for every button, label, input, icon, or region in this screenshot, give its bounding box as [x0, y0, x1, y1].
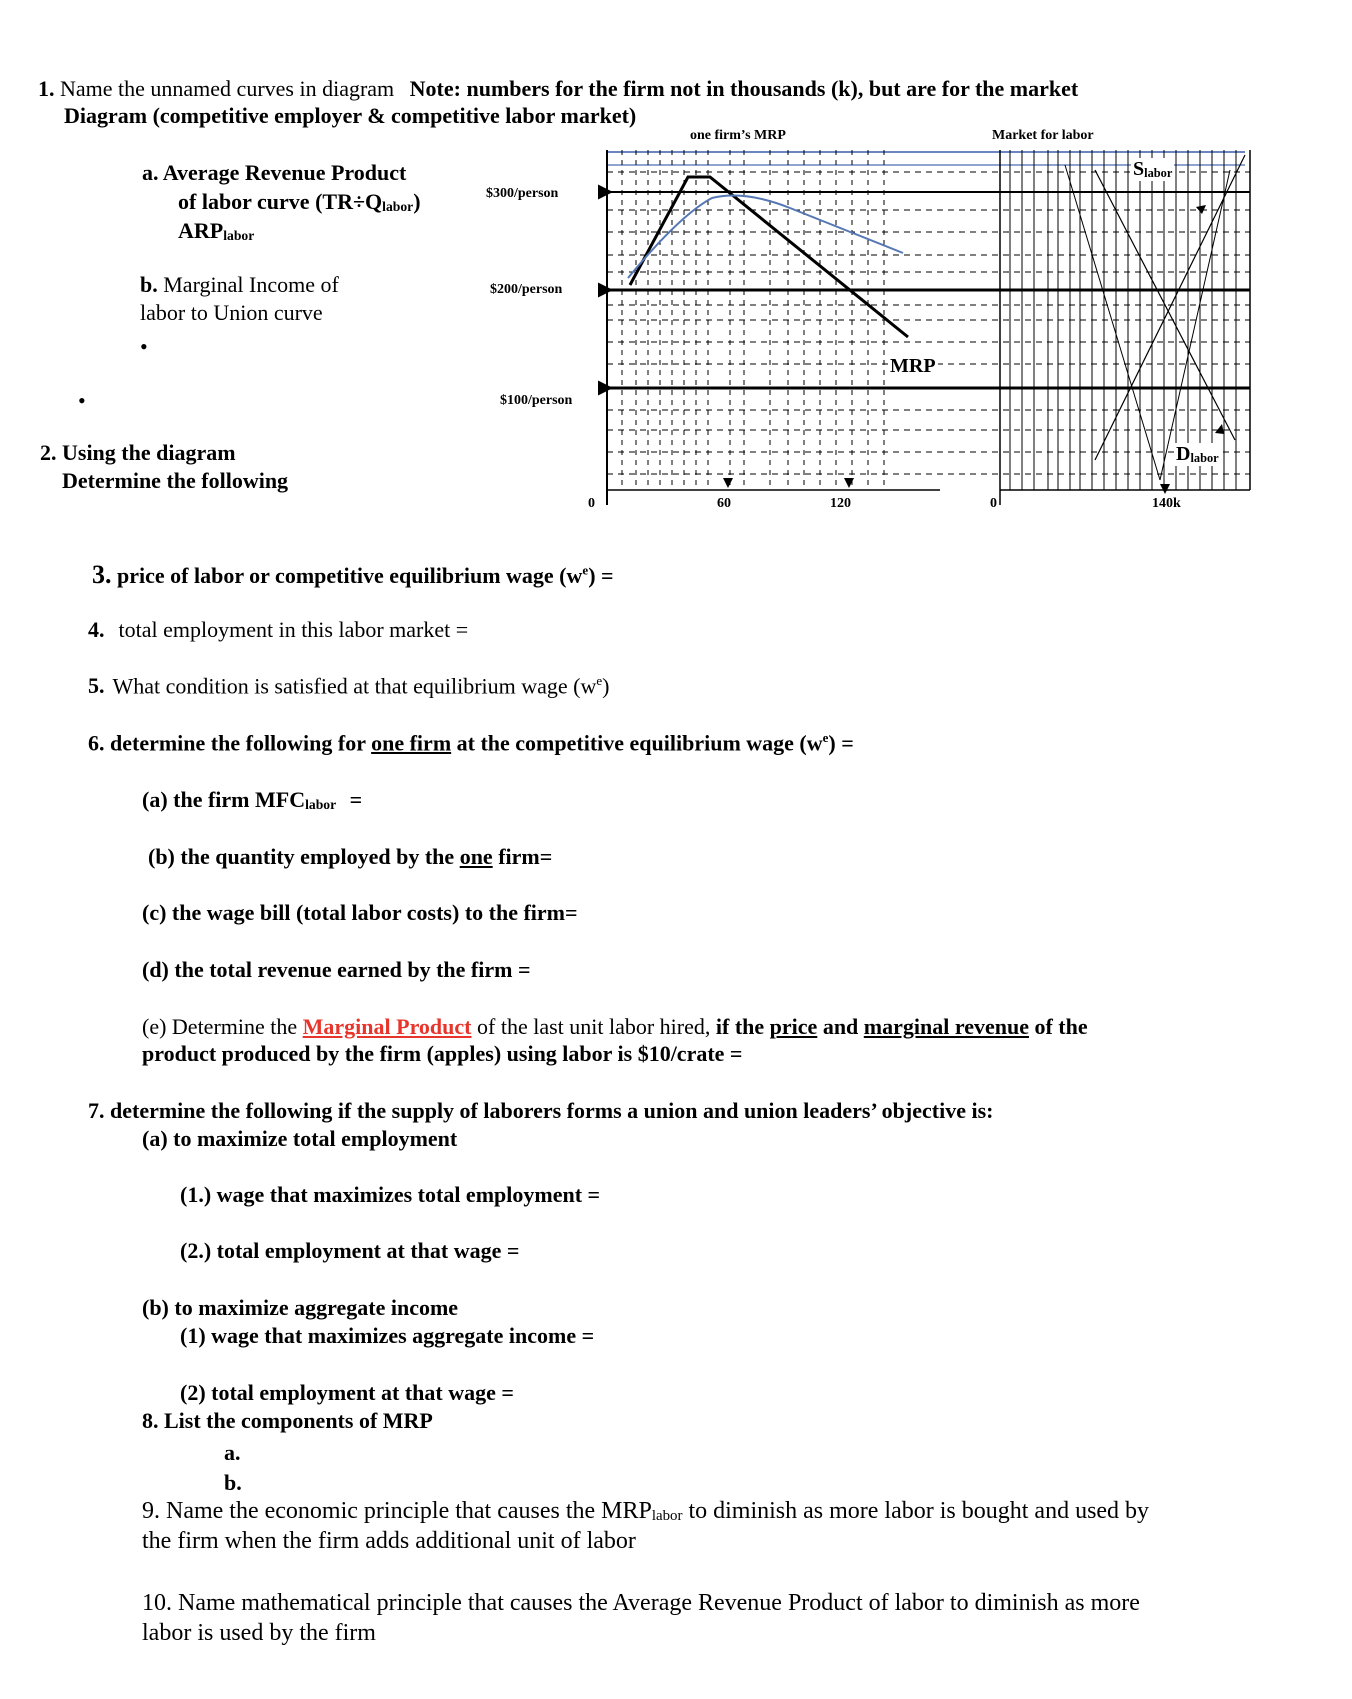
question-6e-text-2: of the last unit labor hired,	[471, 1014, 716, 1039]
question-6-end: ) =	[828, 730, 854, 756]
arp-curve	[628, 196, 903, 278]
firm-chart-title: one firm’s MRP	[690, 128, 786, 143]
market-chart-title: Market for labor	[992, 128, 1094, 143]
grid-horizontal	[607, 172, 1250, 474]
question-6a	[142, 787, 362, 813]
mrp-label: MRP	[890, 355, 936, 377]
question-6e-text: (e) Determine the	[142, 1014, 303, 1039]
market-x-label-0: 0	[990, 496, 997, 511]
supply-letter: S	[1133, 158, 1145, 180]
firm-x-label-0: 0	[588, 496, 595, 511]
question-4	[88, 617, 468, 643]
curve-a-line3-text: ARP	[178, 218, 224, 243]
question-3-text: price of labor or competitive equilibrium wage (w	[111, 563, 583, 588]
question-8-b: b.	[224, 1470, 242, 1495]
question-7-line1: 7. determine the following if the supply of laborers forms a union and union leaders’ objective is:	[88, 1098, 994, 1123]
question-6e-line2: product produced by the firm (apples) using labor is $10/crate =	[142, 1041, 743, 1066]
question-3-number: 3.	[92, 560, 112, 589]
labor-market-diagram	[0, 0, 1352, 540]
question-2-line2: Determine the following	[62, 468, 289, 493]
curve-b-line2: labor to Union curve	[140, 300, 323, 325]
question-6b	[148, 844, 552, 870]
question-6-underlined: one firm	[371, 730, 452, 756]
question-1-number: 1.	[38, 76, 55, 101]
question-1-text: Name the unnamed curves in diagram	[60, 76, 395, 101]
question-6b-end: firm=	[492, 844, 553, 869]
supply-label	[1131, 158, 1174, 181]
question-9-text: 9. Name the economic principle that causes the MRP	[142, 1498, 652, 1524]
marginal-income-curve	[1065, 165, 1160, 480]
diagram-title: Diagram (competitive employer & competitive labor market)	[64, 103, 637, 128]
question-6e-marginal-product: Marginal Product	[302, 1014, 472, 1039]
firm-x-label-120: 120	[830, 496, 851, 511]
bullet-1: •	[140, 334, 148, 359]
question-3-end: ) =	[588, 563, 614, 588]
curve-a-line2-end: )	[413, 189, 421, 214]
demand-letter: D	[1176, 443, 1191, 465]
question-9-line1	[142, 1498, 1149, 1525]
question-6d: (d) the total revenue earned by the firm =	[142, 957, 531, 982]
question-6e-text-5: of the	[1028, 1014, 1088, 1039]
curve-a-line2-sub: labor	[382, 199, 414, 214]
question-5-sup: e	[596, 673, 603, 688]
question-10-line1: 10. Name mathematical principle that causes the Average Revenue Product of labor to diminish as more	[142, 1590, 1140, 1616]
question-4-number: 4.	[88, 617, 105, 642]
question-9-text-2: to diminish as more labor is bought and used by	[682, 1498, 1150, 1524]
question-6e-price: price	[769, 1014, 818, 1039]
question-7b1: (1) wage that maximizes aggregate income =	[180, 1323, 595, 1348]
curve-a-line1: a. Average Revenue Product	[142, 160, 407, 185]
question-3-sup: e	[582, 562, 589, 578]
question-6e-text-4: and	[817, 1014, 864, 1039]
demand-sub: labor	[1190, 451, 1219, 465]
question-5-number: 5.	[88, 673, 105, 699]
quantity-arrows	[723, 478, 1170, 494]
question-4-text: total employment in this labor market =	[118, 617, 469, 642]
question-6-text: 6. determine the following for	[88, 730, 372, 756]
question-3	[92, 560, 614, 590]
bullet-2: •	[78, 388, 86, 413]
question-6e-text-3: if the	[715, 1014, 770, 1039]
curve-b-text: Marginal Income of	[157, 272, 339, 297]
curve-a-line2-text: of labor curve (TR÷Q	[178, 189, 383, 214]
question-7b2: (2) total employment at that wage =	[180, 1380, 514, 1405]
question-7-line2: (a) to maximize total employment	[142, 1126, 458, 1151]
question-6b-underlined: one	[459, 844, 493, 869]
curve-a-line3-sub: labor	[223, 228, 255, 243]
question-6-text-2: at the competitive equilibrium wage (w	[451, 730, 823, 756]
question-9-line2: the firm when the firm adds additional unit of labor	[142, 1528, 636, 1554]
question-6b-text: (b) the quantity employed by the	[148, 844, 460, 869]
question-7b: (b) to maximize aggregate income	[142, 1295, 459, 1320]
question-6c: (c) the wage bill (total labor costs) to the firm=	[142, 900, 578, 925]
question-6e-marginal-revenue: marginal revenue	[863, 1014, 1029, 1039]
question-6-sup: e	[822, 730, 829, 745]
question-6a-text: (a) the firm MFC	[142, 787, 306, 812]
question-2-line1: 2. Using the diagram	[40, 440, 236, 465]
question-6a-sub: labor	[305, 797, 337, 812]
question-5	[88, 673, 610, 699]
question-10-line2: labor is used by the firm	[142, 1620, 376, 1646]
question-9-sub: labor	[651, 1508, 683, 1524]
supply-sub: labor	[1144, 166, 1173, 180]
firm-x-label-60: 60	[717, 496, 731, 511]
question-8-a: a.	[224, 1440, 241, 1465]
supply-curve	[1095, 155, 1245, 460]
demand-arrow	[1215, 424, 1224, 434]
demand-label	[1174, 443, 1221, 466]
question-1-note: Note: numbers for the firm not in thousands (k), but are for the market	[409, 76, 1079, 101]
question-6a-end: =	[344, 787, 363, 812]
y-label-300: $300/person	[486, 186, 559, 201]
y-label-100: $100/person	[500, 393, 573, 408]
question-7a2: (2.) total employment at that wage =	[180, 1238, 520, 1263]
question-6e-line1	[142, 1014, 1088, 1040]
question-6	[88, 730, 854, 756]
question-8: 8. List the components of MRP	[142, 1408, 433, 1433]
y-label-200: $200/person	[490, 282, 563, 297]
market-x-label-140k: 140k	[1152, 496, 1181, 511]
curve-b-letter: b.	[140, 272, 158, 297]
question-5-end: )	[602, 673, 610, 699]
question-7a1: (1.) wage that maximizes total employment =	[180, 1182, 601, 1207]
question-5-text: What condition is satisfied at that equilibrium wage (w	[112, 673, 597, 699]
